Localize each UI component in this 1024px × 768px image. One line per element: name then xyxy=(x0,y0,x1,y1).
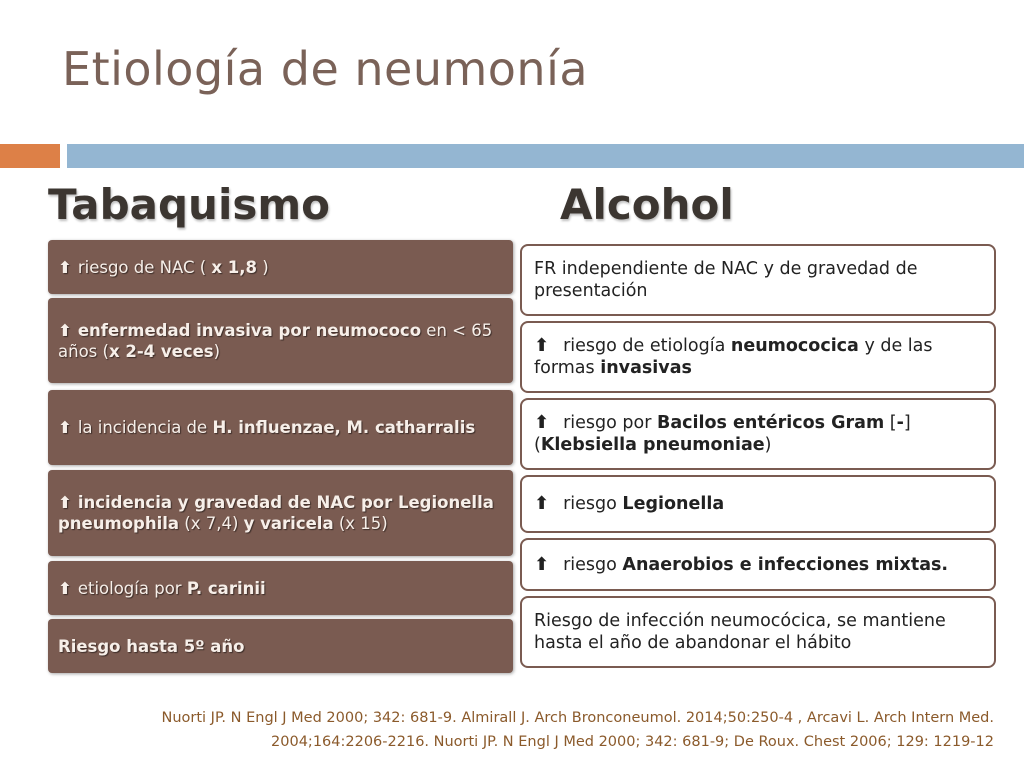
tabaquismo-box-6: Riesgo hasta 5º año xyxy=(48,619,513,673)
accent-bar-orange xyxy=(0,144,60,168)
slide-title: Etiología de neumonía xyxy=(62,42,589,96)
tabaquismo-box-4: ⬆ incidencia y gravedad de NAC por Legionella pneumophila (x 7,4) y varicela (x 15) xyxy=(48,470,513,556)
heading-tabaquismo: Tabaquismo xyxy=(48,180,330,229)
up-arrow-icon: ⬆ xyxy=(58,578,72,598)
up-arrow-icon: ⬆ xyxy=(58,257,72,277)
up-arrow-icon: ⬆ xyxy=(58,493,72,512)
tabaquismo-box-3: ⬆ la incidencia de H. influenzae, M. catharralis xyxy=(48,390,513,465)
accent-bar-blue xyxy=(67,144,1024,168)
up-arrow-icon: ⬆ xyxy=(58,320,72,340)
alcohol-box-3: ⬆ riesgo por Bacilos entéricos Gram [-] (Klebsiella pneumoniae) xyxy=(520,398,996,470)
tabaquismo-box-1: ⬆ riesgo de NAC ( x 1,8 ) xyxy=(48,240,513,294)
tabaquismo-box-2: ⬆ enfermedad invasiva por neumococo en < 65 años (x 2-4 veces) xyxy=(48,298,513,383)
up-arrow-icon: ⬆ xyxy=(534,553,550,575)
alcohol-box-4: ⬆ riesgo Legionella xyxy=(520,475,996,533)
alcohol-box-2: ⬆ riesgo de etiología neumococica y de las formas invasivas xyxy=(520,321,996,393)
alcohol-box-6: Riesgo de infección neumocócica, se mantiene hasta el año de abandonar el hábito xyxy=(520,596,996,668)
up-arrow-icon: ⬆ xyxy=(534,412,550,433)
up-arrow-icon: ⬆ xyxy=(534,335,550,356)
reference-line-2: 2004;164:2206-2216. Nuorti JP. N Engl J Med 2000; 342: 681-9; De Roux. Chest 2006; 129: 1219-12 xyxy=(271,734,994,750)
tabaquismo-box-5: ⬆ etiología por P. carinii xyxy=(48,561,513,615)
heading-alcohol: Alcohol xyxy=(560,180,734,229)
up-arrow-icon: ⬆ xyxy=(534,493,550,514)
up-arrow-icon: ⬆ xyxy=(58,418,72,437)
references xyxy=(34,706,994,754)
alcohol-box-5: ⬆ riesgo Anaerobios e infecciones mixtas. xyxy=(520,538,996,591)
alcohol-box-1: FR independiente de NAC y de gravedad de presentación xyxy=(520,244,996,316)
reference-line-1: Nuorti JP. N Engl J Med 2000; 342: 681-9. Almirall J. Arch Bronconeumol. 2014;50:250-4 , Arcavi L. Arch Intern Med. xyxy=(161,710,994,726)
